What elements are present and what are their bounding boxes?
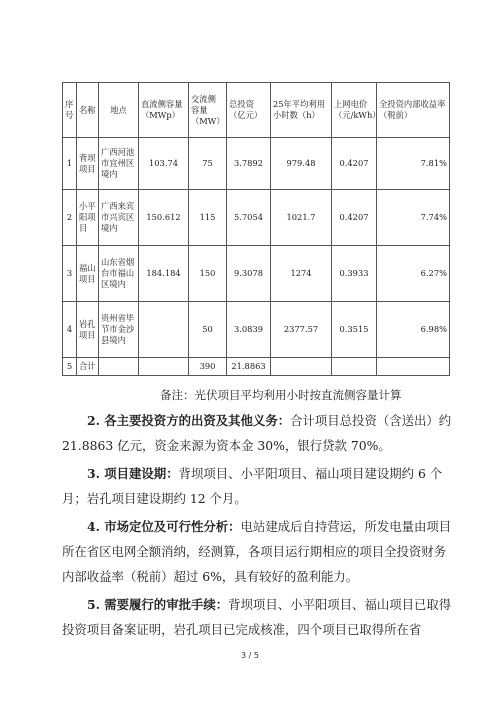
table-cell: 115: [189, 190, 227, 246]
paragraph-heading: 5. 需要履行的审批手续：: [87, 597, 229, 613]
header-cell: 上网电价（元/kWh）: [332, 83, 377, 138]
paragraph-body: 背坝项目、小平阳项目、福山项目建设期约 6 个月；岩孔项目建设期约 12 个月。: [62, 466, 443, 507]
table-cell: [139, 358, 189, 376]
table-cell: [332, 358, 377, 376]
paragraph-heading: 3. 项目建设期：: [87, 466, 179, 482]
table-cell: [139, 302, 189, 358]
table-cell: 4: [63, 302, 77, 358]
table-cell: 2: [63, 190, 77, 246]
table-cell: 7.74%: [377, 190, 450, 246]
table-header-row: [63, 83, 450, 138]
table-total-row: [63, 358, 450, 376]
header-cell: 序号: [63, 83, 77, 138]
paragraph-body: 合计项目总投资（含送出）约 21.8863 亿元，资金来源为资本金 30%，银行贷款 70%。: [62, 413, 452, 454]
table-cell: 7.81%: [377, 138, 450, 190]
table-cell: 3.7892: [227, 138, 271, 190]
paragraph-construction-period: [62, 461, 454, 511]
table-row: [63, 190, 450, 246]
paragraph-heading: 2. 各主要投资方的出资及其他义务：: [87, 413, 291, 429]
table-cell: 75: [189, 138, 227, 190]
table-cell: [377, 358, 450, 376]
table-cell: 21.8863: [227, 358, 271, 376]
table-cell: [99, 358, 139, 376]
table-row: [63, 138, 450, 190]
table-cell: 979.48: [271, 138, 332, 190]
header-cell: 名称: [77, 83, 99, 138]
table-cell: 贵州省毕节市金沙县境内: [99, 302, 139, 358]
header-cell: 25年平均利用小时数（h）: [271, 83, 332, 138]
table-cell: 3.0839: [227, 302, 271, 358]
table-cell: 5: [63, 358, 77, 376]
table-cell: 2377.57: [271, 302, 332, 358]
table-cell: 福山项目: [77, 246, 99, 302]
page-number: 3 / 5: [241, 651, 259, 660]
table-cell: 岩孔项目: [77, 302, 99, 358]
table-cell: 广西来宾市兴宾区境内: [99, 190, 139, 246]
table-cell: 150: [189, 246, 227, 302]
table-row: [63, 246, 450, 302]
table-row: [63, 302, 450, 358]
paragraph-approvals: [62, 592, 454, 642]
table-cell: 0.4207: [332, 138, 377, 190]
table-cell: 50: [189, 302, 227, 358]
table-cell: 山东省烟台市福山区境内: [99, 246, 139, 302]
table-cell: 小平阳项目: [77, 190, 99, 246]
table-cell: 0.3515: [332, 302, 377, 358]
paragraph-investment: [62, 408, 454, 458]
table-cell: 广西河池市宜州区境内: [99, 138, 139, 190]
table-cell: 1021.7: [271, 190, 332, 246]
table-note: 备注：光伏项目平均利用小时按直流侧容量计算: [160, 388, 402, 402]
table-cell: [271, 358, 332, 376]
paragraph-market-analysis: [62, 514, 454, 589]
table-cell: 6.98%: [377, 302, 450, 358]
header-cell: 直流侧容量（MWp）: [139, 83, 189, 138]
table-cell: 390: [189, 358, 227, 376]
table-cell: 9.3078: [227, 246, 271, 302]
table-cell: 0.3933: [332, 246, 377, 302]
table-cell: 0.4207: [332, 190, 377, 246]
table-cell: 合计: [77, 358, 99, 376]
header-cell: 总投资（亿元）: [227, 83, 271, 138]
table-cell: 1274: [271, 246, 332, 302]
table-cell: 背坝项目: [77, 138, 99, 190]
project-table: [62, 82, 450, 376]
paragraph-body: 电站建成后自持营运，所发电量由项目所在省区电网全额消纳，经测算，各项目运行期相应的项目全投资财务内部收益率（税前）超过 6%，具有较好的盈利能力。: [62, 519, 452, 585]
header-cell: 全投资内部收益率（税前）: [377, 83, 450, 138]
paragraph-heading: 4. 市场定位及可行性分析：: [87, 519, 241, 535]
table-cell: 184.184: [139, 246, 189, 302]
table-cell: 5.7054: [227, 190, 271, 246]
paragraph-body: 背坝项目、小平阳项目、福山项目已取得投资项目备案证明，岩孔项目已完成核准，四个项目已取得所在省: [62, 597, 452, 638]
table-cell: 103.74: [139, 138, 189, 190]
table-cell: 6.27%: [377, 246, 450, 302]
table-cell: 1: [63, 138, 77, 190]
table-cell: 150.612: [139, 190, 189, 246]
table-cell: 3: [63, 246, 77, 302]
header-cell: 地点: [99, 83, 139, 138]
header-cell: 交流侧容量（MW）: [189, 83, 227, 138]
